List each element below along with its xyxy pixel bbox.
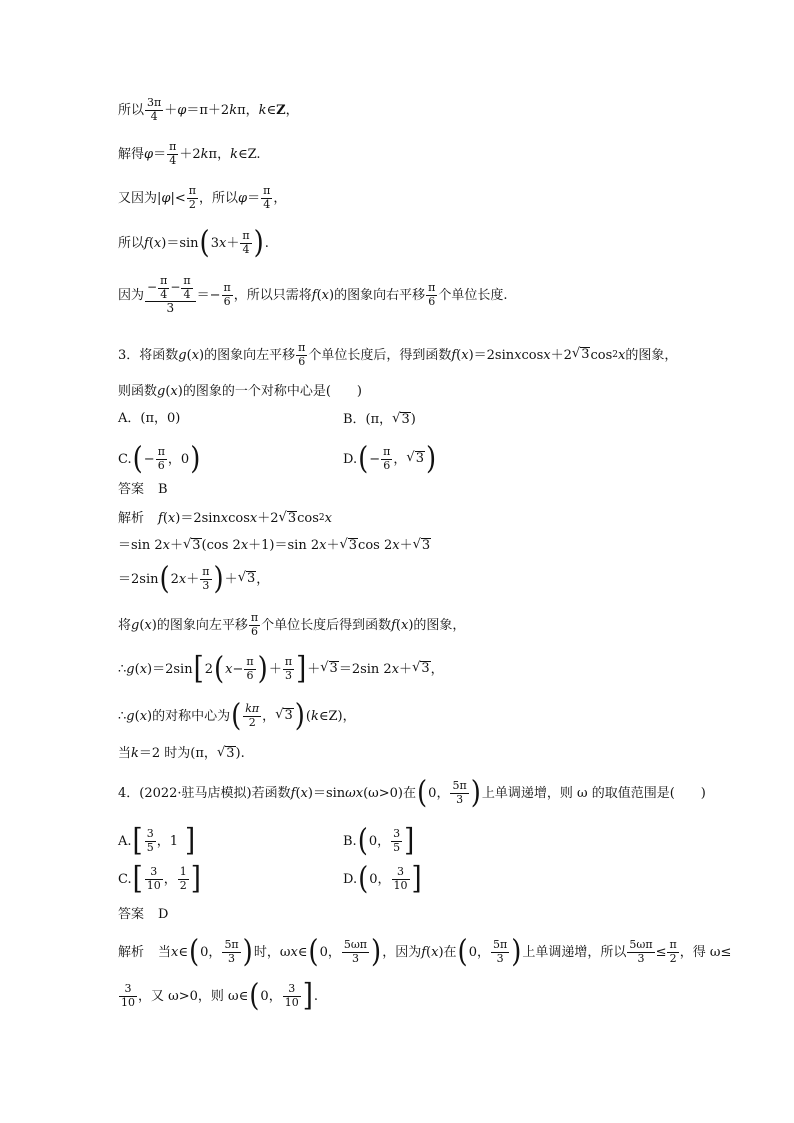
line-1: 所以 $\frac{3\pi}{4}$ ＋ φ ＝π＋2 k π， k ∈ Z ， <box>118 96 299 123</box>
fraction: $\frac{\pi}{6}$ <box>250 611 259 638</box>
fraction: $\frac{3}{10}$ <box>146 865 161 892</box>
fraction: $\frac{\pi}{4}$ <box>242 229 250 256</box>
fraction: $\frac{3}{5}$ <box>393 827 401 854</box>
option-a-q4[interactable]: A. [ $\frac{3}{5}$ ，1 ] <box>118 823 196 860</box>
solution-q4-line-2: $\frac{3}{10}$ ，又 ω>0，则 ω∈ ( 0， $\frac{3}{10}$ ] . <box>121 978 318 1015</box>
fraction: $\frac{5\pi}{3}$ <box>452 779 467 806</box>
fraction: $\frac{\pi}{6}$ <box>298 341 306 368</box>
solution-q3-line-1: 解析 f ( x )＝2sin x cos x ＋2 √ 3 cos 2 x <box>118 510 332 527</box>
solution-q3-line-5: ∴ g ( x )＝2sin [ 2 ( x − $\frac{\pi}{6}$ ) ＋ $\frac{\pi}{3}$ ] ＋ √ 3 ＝2sin 2 x ＋ √ 3 ， <box>118 651 444 688</box>
solution-q3-line-2: ＝sin 2 x ＋ √ 3 (cos 2 x ＋1)＝sin 2 x ＋ √ 3 cos 2 x ＋ √ 3 <box>118 537 431 554</box>
fraction: $\frac{3\pi}{4}$ <box>147 96 162 123</box>
sqrt: √ 3 <box>237 570 256 587</box>
question-3-line-1: 3．将函数 g ( x )的图象向左平移 $\frac{\pi}{6}$ 个单位长度后，得到函数 f ( x )＝2sin x cos x ＋2 √ 3 cos 2 x 的图象， <box>118 341 678 368</box>
sqrt: √ 3 <box>412 660 430 677</box>
sqrt: √ 3 <box>182 537 201 553</box>
sqrt: √ 3 <box>216 745 235 761</box>
fraction: $\frac{\pi}{3}$ <box>202 565 210 592</box>
answer-q4: 答案 D <box>118 907 169 922</box>
option-b-q3[interactable]: B．(π， √ 3 ) <box>343 411 416 428</box>
fraction: $\frac{5\omega\pi}{3}$ <box>343 938 368 965</box>
fraction: $\frac{5\pi}{3}$ <box>224 938 239 965</box>
sqrt: √ 3 <box>339 537 358 553</box>
option-c-q3[interactable]: C. ( − $\frac{\pi}{6}$ ，0 ) <box>118 441 201 478</box>
line-4: 所以 f ( x )＝sin ( 3 x ＋ $\frac{\pi}{4}$ ) . <box>118 225 269 262</box>
fraction: $\frac{\pi}{4}$ <box>169 140 177 167</box>
fraction: $\frac{\pi}{6}$ <box>428 281 436 309</box>
answer-q3: 答案 B <box>118 482 168 497</box>
fraction: $\frac{\pi}{2}$ <box>669 938 677 965</box>
fraction: $\frac{1}{2}$ <box>179 865 187 892</box>
fraction: $\frac{3}{10}$ <box>121 982 135 1009</box>
option-a-q3[interactable]: A．(π，0) <box>118 411 181 426</box>
option-b-q4[interactable]: B. ( 0， $\frac{3}{5}$ ] <box>343 823 415 860</box>
solution-q3-line-4: 将 g ( x )的图象向左平移 $\frac{\pi}{6}$ 个单位长度后得到函数 f ( x )的图象， <box>118 611 466 638</box>
fraction: $\frac{3}{10}$ <box>284 982 299 1009</box>
sqrt: √ 3 <box>571 346 590 363</box>
fraction: $\frac{3}{5}$ <box>146 827 154 854</box>
solution-q3-line-3: ＝2sin ( 2 x ＋ $\frac{\pi}{3}$ ) ＋ √ 3 ， <box>118 561 270 598</box>
fraction: $\frac{\pi}{2}$ <box>188 184 197 211</box>
question-3-line-2: 则函数 g ( x )的图象的一个对称中心是( ) <box>118 384 362 399</box>
fraction: $\frac{3}{10}$ <box>393 865 408 892</box>
line-5: 因为 − $\frac{\pi}{4}$ − $\frac{\pi}{4}$ 3 ＝− $\frac{\pi}{6}$ ，所以只需将 f ( x )的图象向右平移 $\frac{\pi}{6}$ 个单位长度. <box>118 274 508 316</box>
sqrt: √ 3 <box>406 450 424 467</box>
sqrt: √ 3 <box>320 660 338 677</box>
option-d-q4[interactable]: D. ( 0， $\frac{3}{10}$ ] <box>343 861 422 898</box>
solution-q3-line-7: 当 k ＝2 时为(π， √ 3 ). <box>118 745 245 762</box>
fraction: $\frac{k\pi}{2}$ <box>245 702 260 729</box>
fraction: $\frac{\pi}{6}$ <box>246 655 254 682</box>
question-4: 4．(2022·驻马店模拟)若函数 f ( x )＝sin ωx (ω>0)在 ( 0， $\frac{5\pi}{3}$ ) 上单调递增，则 ω 的取值范围是( ) <box>118 775 706 812</box>
solution-q3-line-6: ∴ g ( x )的对称中心为 ( $\frac{k\pi}{2}$ ， √ 3 ) ( k ∈Z)， <box>118 698 356 735</box>
option-d-q3[interactable]: D. ( − $\frac{\pi}{6}$ ， √ 3 ) <box>343 441 437 478</box>
fraction: $\frac{\pi}{4}$ <box>263 184 271 211</box>
line-3: 又因为| φ |< $\frac{\pi}{2}$ ，所以 φ ＝ $\frac{\pi}{4}$ ， <box>118 184 287 211</box>
fraction: $\frac{\pi}{6}$ <box>157 445 165 472</box>
sqrt: √ 3 <box>412 537 431 553</box>
fraction: $\frac{\pi}{6}$ <box>223 281 231 309</box>
compound-fraction: − $\frac{\pi}{4}$ − $\frac{\pi}{4}$ 3 <box>145 275 196 316</box>
option-c-q4[interactable]: C. [ $\frac{3}{10}$ ， $\frac{1}{2}$ ] <box>118 861 201 898</box>
fraction: $\frac{\pi}{6}$ <box>383 445 391 472</box>
fraction: $\frac{5\omega\pi}{3}$ <box>629 938 653 965</box>
sqrt: √ 3 <box>275 707 293 724</box>
sqrt: √ 3 <box>392 411 410 427</box>
sqrt: √ 3 <box>278 510 297 526</box>
line-2: 解得 φ ＝ $\frac{\pi}{4}$ ＋2 k π， k ∈Z. <box>118 140 261 167</box>
fraction: $\frac{5\pi}{3}$ <box>492 938 508 965</box>
solution-q4-line-1: 解析 当 x ∈ ( 0， $\frac{5\pi}{3}$ ) 时，ω x ∈ ( 0， $\frac{5\omega\pi}{3}$ ) ，因为 f ( x )在 ( 0， $\frac{5\pi}{3}$ ) 上单调递增，所以 $\frac{5\omega\pi}{3}$ ≤ $\frac{\pi}{2}$ ，得 ω≤ <box>118 934 732 971</box>
fraction: $\frac{\pi}{3}$ <box>284 655 293 682</box>
